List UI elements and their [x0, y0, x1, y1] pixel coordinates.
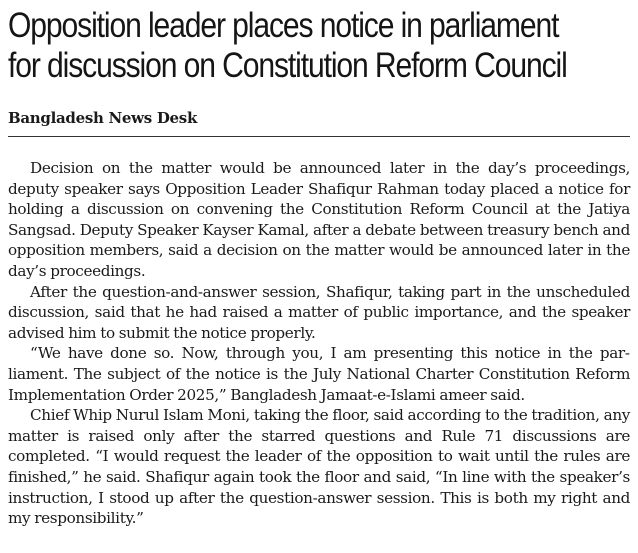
news-article — [8, 6, 630, 528]
paragraph-2: After the question-and-answer session, Shafiqur, taking part in the unscheduled discussion, said that he had raised a matter of public importance, and the speaker advised him to submit the notice properly. — [8, 282, 630, 342]
byline-divider — [8, 136, 630, 137]
paragraph-4: Chief Whip Nurul Islam Moni, taking the floor, said according to the tradition, any matter is raised only after the starred questions and Rule 71 discussions are completed. “I would request the leader of the opposition to wait until the rules are finished,” he said. Shafiqur again took the floor and said, “In line with the speaker’s instruction, I stood up after the question-answer session. This is both my right and my responsibility.” — [8, 406, 630, 528]
byline: Bangladesh News Desk — [8, 109, 198, 127]
paragraph-3: “We have done so. Now, through you, I am presenting this notice in the parliament. The subject of the notice is the July National Charter Constitution Reform Implementation Order 2025,” Bangladesh Jamaat-e-Islami ameer said. — [8, 344, 630, 404]
headline-line-1: Opposition leader places notice in parliament — [8, 6, 559, 45]
article-body — [8, 158, 630, 529]
headline-line-2: for discussion on Constitution Reform Council — [8, 46, 567, 85]
headline — [8, 6, 630, 86]
paragraph-1: Decision on the matter would be announced later in the day’s proceedings, deputy speaker says Opposition Leader Shafiqur Rahman today placed a notice for holding a discussion on convening the Constitution Reform Council at the Jatiya Sangsad. Deputy Speaker Kayser Kamal, after a debate between treasury bench and opposition members, said a decision on the matter would be announced later in the day’s proceedings. — [8, 159, 630, 280]
